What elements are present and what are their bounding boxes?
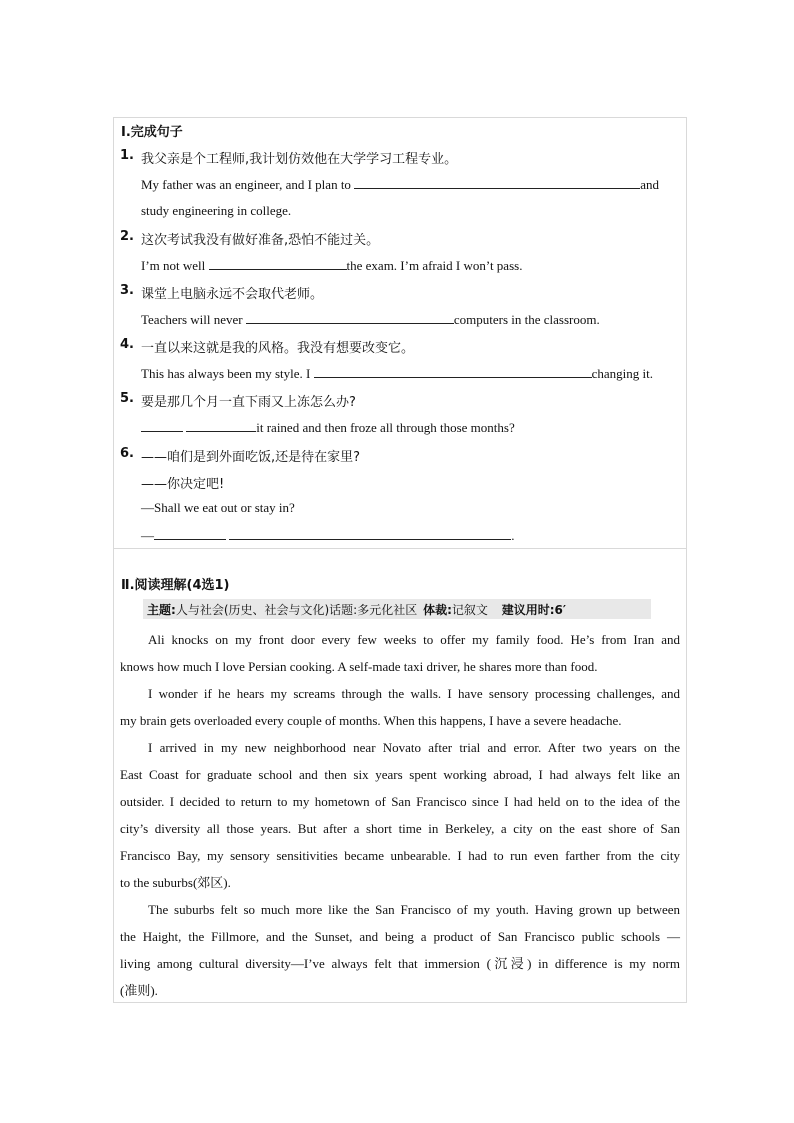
q2-number: 2. — [120, 229, 134, 244]
paragraph-line: I arrived in my new neighborhood near Novato after trial and error. After two years on the — [148, 740, 680, 755]
q2-blank[interactable] — [209, 257, 347, 270]
paragraph-line: my brain gets overloaded every couple of months. When this happens, I have a severe headache. — [120, 713, 622, 728]
paragraph-line: I wonder if he hears my screams through the walls. I have sensory processing challenges, and — [148, 686, 680, 701]
q5-blank-2[interactable] — [186, 419, 256, 432]
q1-english — [141, 176, 659, 193]
q6-chinese-line1: ——咱们是到外面吃饭,还是待在家里? — [141, 450, 361, 465]
paragraph-line: Ali knocks on my front door every few weeks to offer my family food. He’s from Iran and — [148, 632, 680, 647]
paragraph-2 — [120, 680, 680, 734]
paragraph-line: city’s diversity all those years. But after a short time in Berkeley, a city on the east shore of San — [120, 821, 680, 836]
q1-blank[interactable] — [354, 176, 640, 189]
paragraph-line: East Coast for graduate school and then six years spent working abroad, I had always felt like an — [120, 767, 680, 782]
q1-text-after: and — [640, 177, 659, 192]
q2-english — [141, 257, 522, 274]
section2-title: Ⅱ.阅读理解(4选1) — [121, 578, 230, 593]
q3-number: 3. — [120, 283, 134, 298]
q1-number: 1. — [120, 148, 134, 163]
q4-english — [141, 365, 653, 382]
genre-label: 体裁: — [423, 603, 452, 617]
q3-chinese: 课堂上电脑永远不会取代老师。 — [141, 287, 324, 302]
paragraph-line: to the suburbs(郊区). — [120, 875, 231, 890]
genre-value: 记叙文 — [451, 603, 488, 617]
paragraph-line: the Haight, the Fillmore, and the Sunset, and being a product of San Francisco public schools — — [120, 929, 680, 944]
paragraph-line: (准则). — [120, 983, 158, 998]
q5-blank-1[interactable] — [141, 419, 183, 432]
paragraph-line: outsider. I decided to return to my hometown of San Francisco since I had held on to the idea of the — [120, 794, 680, 809]
q1-chinese: 我父亲是个工程师,我计划仿效他在大学学习工程专业。 — [141, 152, 458, 167]
time-value: 6′ — [554, 603, 567, 617]
q3-text-after: computers in the classroom. — [453, 312, 600, 327]
q4-text-after: changing it. — [591, 366, 653, 381]
topic-bar — [143, 599, 651, 619]
q5-number: 5. — [120, 391, 134, 406]
q1-english-line2: study engineering in college. — [141, 203, 292, 218]
q5-english — [141, 419, 515, 436]
paragraph-1 — [120, 626, 680, 680]
section-divider — [113, 548, 687, 549]
paragraph-line: knows how much I love Persian cooking. A self-made taxi driver, he shares more than food. — [120, 659, 598, 674]
time-label: 建议用时: — [501, 603, 555, 617]
q4-blank[interactable] — [314, 365, 592, 378]
q1-text-before: My father was an engineer, and I plan to — [141, 177, 351, 192]
q6-english-line2 — [141, 527, 515, 544]
q6-period: . — [511, 528, 515, 543]
q6-chinese-line2: ——你决定吧! — [141, 477, 225, 492]
section1-title: Ⅰ.完成句子 — [121, 125, 183, 140]
q4-number: 4. — [120, 337, 134, 352]
q6-blank-2[interactable] — [229, 527, 511, 540]
q3-text-before: Teachers will never — [141, 312, 243, 327]
q3-english — [141, 311, 600, 328]
topic-value: 人与社会(历史、社会与文化)话题:多元化社区 — [175, 603, 418, 617]
paragraph-line: The suburbs felt so much more like the San Francisco of my youth. Having grown up between — [148, 902, 680, 917]
q3-blank[interactable] — [246, 311, 454, 324]
q2-chinese: 这次考试我没有做好准备,恐怕不能过关。 — [141, 233, 380, 248]
q2-text-before: I’m not well — [141, 258, 206, 273]
paragraph-3 — [120, 734, 680, 896]
q5-chinese: 要是那几个月一直下雨又上冻怎么办? — [141, 395, 356, 410]
q2-text-after: the exam. I’m afraid I won’t pass. — [346, 258, 523, 273]
q4-text-before: This has always been my style. I — [141, 366, 311, 381]
q6-number: 6. — [120, 446, 134, 461]
q4-chinese: 一直以来这就是我的风格。我没有想要改变它。 — [141, 341, 415, 356]
paragraph-line: living among cultural diversity—I’ve always felt that immersion (沉浸) in difference is my norm — [120, 956, 680, 971]
paragraph-4 — [120, 896, 680, 1004]
paragraph-line: Francisco Bay, my sensory sensitivities became unbearable. I had to run even farther from the city — [120, 848, 680, 863]
q6-blank-1[interactable] — [154, 527, 226, 540]
q5-text-after: it rained and then froze all through those months? — [256, 420, 515, 435]
q6-dash: — — [141, 528, 154, 543]
q6-english-line1: —Shall we eat out or stay in? — [141, 500, 295, 515]
topic-label: 主题: — [147, 603, 176, 617]
